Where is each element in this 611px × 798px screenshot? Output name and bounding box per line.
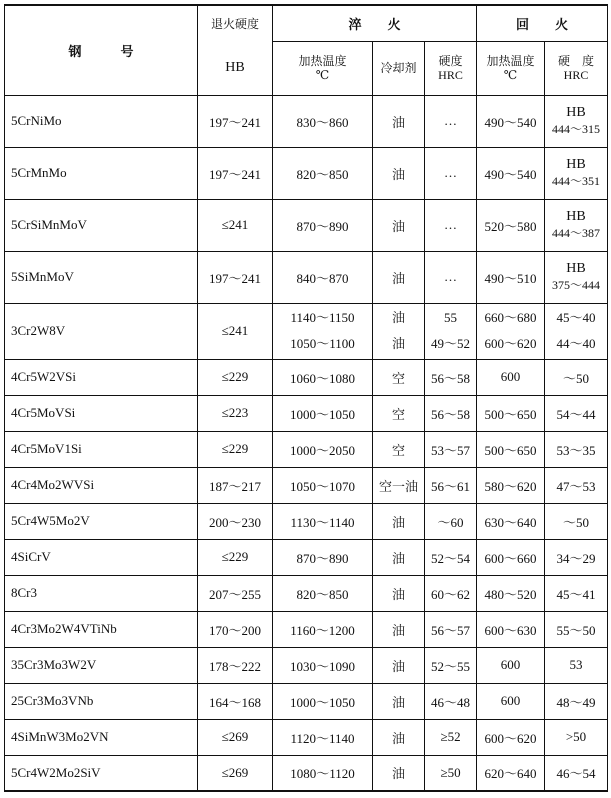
- header-temper: 回 火: [477, 5, 608, 41]
- quench-hardness: …: [425, 147, 477, 199]
- temper-temp: 630～640: [477, 503, 545, 539]
- header-temper-temp-unit: ℃: [503, 68, 518, 82]
- annealing-hardness: ≤241: [198, 199, 273, 251]
- quench-hardness: 56～58: [425, 395, 477, 431]
- annealing-hardness: 187～217: [198, 467, 273, 503]
- steel-grade: 5Cr4W2Mo2SiV: [5, 755, 198, 791]
- quench-hardness: ～60: [425, 503, 477, 539]
- temper-hardness: 45～41: [545, 575, 608, 611]
- temper-hardness: 55～50: [545, 611, 608, 647]
- temper-hardness: >50: [545, 719, 608, 755]
- annealing-hardness: 197～241: [198, 251, 273, 303]
- header-quench-temp-label: 加热温度: [298, 54, 347, 68]
- quench-temp: 870～890: [273, 539, 373, 575]
- coolant: 油: [373, 611, 425, 647]
- steel-grade: 25Cr3Mo3VNb: [5, 683, 198, 719]
- quench-temp: 840～870: [273, 251, 373, 303]
- temper-hardness: [545, 95, 608, 147]
- header-temper-hardness-label: 硬 度: [558, 54, 595, 68]
- annealing-hardness: ≤269: [198, 755, 273, 791]
- steel-grade: 35Cr3Mo3W2V: [5, 647, 198, 683]
- coolant: 油: [373, 199, 425, 251]
- quench-temp: 1060～1080: [273, 359, 373, 395]
- steel-grade: 4SiCrV: [5, 539, 198, 575]
- table-row: [5, 539, 608, 575]
- steel-grade: 8Cr3: [5, 575, 198, 611]
- temper-temp: 490～540: [477, 147, 545, 199]
- header-quench-hardness-label: 硬度: [438, 54, 463, 68]
- annealing-hardness: ≤229: [198, 539, 273, 575]
- quench-hardness: 56～61: [425, 467, 477, 503]
- quench-temp: 820～850: [273, 147, 373, 199]
- quench-temp: 1030～1090: [273, 647, 373, 683]
- table-row: [5, 719, 608, 755]
- coolant: 油: [373, 503, 425, 539]
- table-row: [5, 395, 608, 431]
- coolant: 油: [373, 719, 425, 755]
- quench-hardness: …: [425, 251, 477, 303]
- quench-hardness: 60～62: [425, 575, 477, 611]
- quench-temp: 1000～1050: [273, 683, 373, 719]
- table-row: [5, 683, 608, 719]
- table-row: [5, 647, 608, 683]
- temper-temp: [477, 303, 545, 359]
- quench-hardness: 53～57: [425, 431, 477, 467]
- table-row: [5, 431, 608, 467]
- steel-grade: 4Cr4Mo2WVSi: [5, 467, 198, 503]
- quench-temp: 1000～1050: [273, 395, 373, 431]
- quench-temp: 1050～1070: [273, 467, 373, 503]
- table-row: [5, 251, 608, 303]
- quench-hardness: [425, 303, 477, 359]
- temper-temp: 600～630: [477, 611, 545, 647]
- header-coolant: 冷却剂: [373, 41, 425, 95]
- table-row: [5, 611, 608, 647]
- annealing-hardness: ≤229: [198, 359, 273, 395]
- table-row: [5, 147, 608, 199]
- temper-hardness: [545, 303, 608, 359]
- steel-grade: 4SiMnW3Mo2VN: [5, 719, 198, 755]
- header-temper-temp-label: 加热温度: [486, 54, 535, 68]
- quench-temp: 830～860: [273, 95, 373, 147]
- temper-temp: 600～620: [477, 719, 545, 755]
- temper-hardness: ～50: [545, 359, 608, 395]
- steel-grade: 5CrNiMo: [5, 95, 198, 147]
- temper-temp: 580～620: [477, 467, 545, 503]
- coolant: 油: [373, 147, 425, 199]
- coolant: 油: [373, 539, 425, 575]
- annealing-hardness: 178～222: [198, 647, 273, 683]
- quench-hardness: ≥52: [425, 719, 477, 755]
- steel-grade: 3Cr2W8V: [5, 303, 198, 359]
- temper-hardness-unit: HB: [566, 209, 586, 224]
- quench-hardness-value: 49～52: [431, 336, 471, 351]
- quench-hardness: …: [425, 95, 477, 147]
- quench-hardness: 46～48: [425, 683, 477, 719]
- temper-temp: 520～580: [477, 199, 545, 251]
- header-quench-temp-unit: ℃: [315, 68, 330, 82]
- temper-hardness: 54～44: [545, 395, 608, 431]
- coolant: 空: [373, 359, 425, 395]
- header-quench-temp: [273, 41, 373, 95]
- temper-temp: 600: [477, 359, 545, 395]
- temper-hardness: ～50: [545, 503, 608, 539]
- temper-hardness-range: 444～315: [552, 122, 601, 136]
- temper-hardness: 47～53: [545, 467, 608, 503]
- temper-temp: 600: [477, 647, 545, 683]
- coolant: 空: [373, 395, 425, 431]
- table-row: [5, 755, 608, 791]
- temper-hardness-unit: HB: [566, 157, 586, 172]
- temper-hardness-range: 375～444: [552, 278, 601, 292]
- coolant-value: 油: [391, 336, 405, 351]
- temper-hardness: 46～54: [545, 755, 608, 791]
- quench-temp: 1000～2050: [273, 431, 373, 467]
- header-steel: 钢 号: [5, 5, 198, 95]
- annealing-hardness: 200～230: [198, 503, 273, 539]
- annealing-hardness: 164～168: [198, 683, 273, 719]
- temper-hardness-unit: HB: [566, 105, 586, 120]
- temper-hardness-range: 444～351: [552, 174, 601, 188]
- coolant: 油: [373, 755, 425, 791]
- header-annealing-hardness: 退火硬度: [198, 5, 273, 41]
- quench-temp-value: 1140～1150: [290, 310, 355, 325]
- steel-grade: 5CrMnMo: [5, 147, 198, 199]
- temper-hardness: [545, 199, 608, 251]
- temper-temp: 500～650: [477, 431, 545, 467]
- annealing-hardness: 197～241: [198, 147, 273, 199]
- temper-hardness: [545, 251, 608, 303]
- steel-grade: 4Cr5MoV1Si: [5, 431, 198, 467]
- header-quench: 淬 火: [273, 5, 477, 41]
- steel-heat-treatment-table: [4, 4, 608, 792]
- quench-hardness: …: [425, 199, 477, 251]
- coolant: 油: [373, 95, 425, 147]
- temper-hardness-value: 45～40: [556, 310, 596, 325]
- table-row: [5, 575, 608, 611]
- header-temper-hardness: [545, 41, 608, 95]
- steel-grade: 5SiMnMoV: [5, 251, 198, 303]
- steel-grade: 5Cr4W5Mo2V: [5, 503, 198, 539]
- temper-hardness-unit: HB: [566, 261, 586, 276]
- annealing-hardness: 197～241: [198, 95, 273, 147]
- temper-hardness: 48～49: [545, 683, 608, 719]
- temper-temp: 480～520: [477, 575, 545, 611]
- steel-grade: 5CrSiMnMoV: [5, 199, 198, 251]
- annealing-hardness: ≤223: [198, 395, 273, 431]
- temper-temp: 600: [477, 683, 545, 719]
- annealing-hardness: ≤229: [198, 431, 273, 467]
- table-row: [5, 467, 608, 503]
- steel-grade: 4Cr5MoVSi: [5, 395, 198, 431]
- coolant: 油: [373, 251, 425, 303]
- coolant-value: 油: [391, 310, 405, 325]
- table-row: [5, 503, 608, 539]
- quench-hardness: 56～57: [425, 611, 477, 647]
- header-temper-temp: [477, 41, 545, 95]
- temper-temp: 600～660: [477, 539, 545, 575]
- coolant: 油: [373, 647, 425, 683]
- temper-hardness-value: 44～40: [556, 336, 596, 351]
- temper-hardness: 53: [545, 647, 608, 683]
- temper-temp: 490～540: [477, 95, 545, 147]
- table-row: [5, 199, 608, 251]
- temper-hardness: [545, 147, 608, 199]
- steel-grade: 4Cr5W2VSi: [5, 359, 198, 395]
- coolant: 油: [373, 683, 425, 719]
- table-row: [5, 359, 608, 395]
- annealing-hardness: ≤269: [198, 719, 273, 755]
- header-annealing-unit: HB: [198, 41, 273, 95]
- quench-temp: [273, 303, 373, 359]
- temper-temp-value: 600～620: [484, 336, 537, 351]
- steel-grade: 4Cr3Mo2W4VTiNb: [5, 611, 198, 647]
- temper-hardness-range: 444～387: [552, 226, 601, 240]
- temper-hardness: 53～35: [545, 431, 608, 467]
- quench-hardness-value: 55: [444, 310, 457, 325]
- header-quench-hardness: [425, 41, 477, 95]
- header-quench-hardness-unit: HRC: [438, 68, 463, 82]
- quench-temp: 1160～1200: [273, 611, 373, 647]
- temper-temp: 490～510: [477, 251, 545, 303]
- quench-temp-value: 1050～1100: [290, 336, 355, 351]
- temper-temp: 500～650: [477, 395, 545, 431]
- quench-temp: 1120～1140: [273, 719, 373, 755]
- quench-temp: 1080～1120: [273, 755, 373, 791]
- annealing-hardness: 170～200: [198, 611, 273, 647]
- annealing-hardness: 207～255: [198, 575, 273, 611]
- quench-hardness: 56～58: [425, 359, 477, 395]
- table-row: [5, 303, 608, 359]
- temper-temp: 620～640: [477, 755, 545, 791]
- temper-temp-value: 660～680: [484, 310, 537, 325]
- quench-hardness: ≥50: [425, 755, 477, 791]
- coolant: 空: [373, 431, 425, 467]
- coolant: 空一油: [373, 467, 425, 503]
- coolant: 油: [373, 575, 425, 611]
- coolant: [373, 303, 425, 359]
- header-temper-hardness-unit: HRC: [563, 68, 589, 82]
- quench-temp: 820～850: [273, 575, 373, 611]
- quench-hardness: 52～55: [425, 647, 477, 683]
- quench-hardness: 52～54: [425, 539, 477, 575]
- temper-hardness: 34～29: [545, 539, 608, 575]
- quench-temp: 870～890: [273, 199, 373, 251]
- quench-temp: 1130～1140: [273, 503, 373, 539]
- table-row: [5, 95, 608, 147]
- annealing-hardness: ≤241: [198, 303, 273, 359]
